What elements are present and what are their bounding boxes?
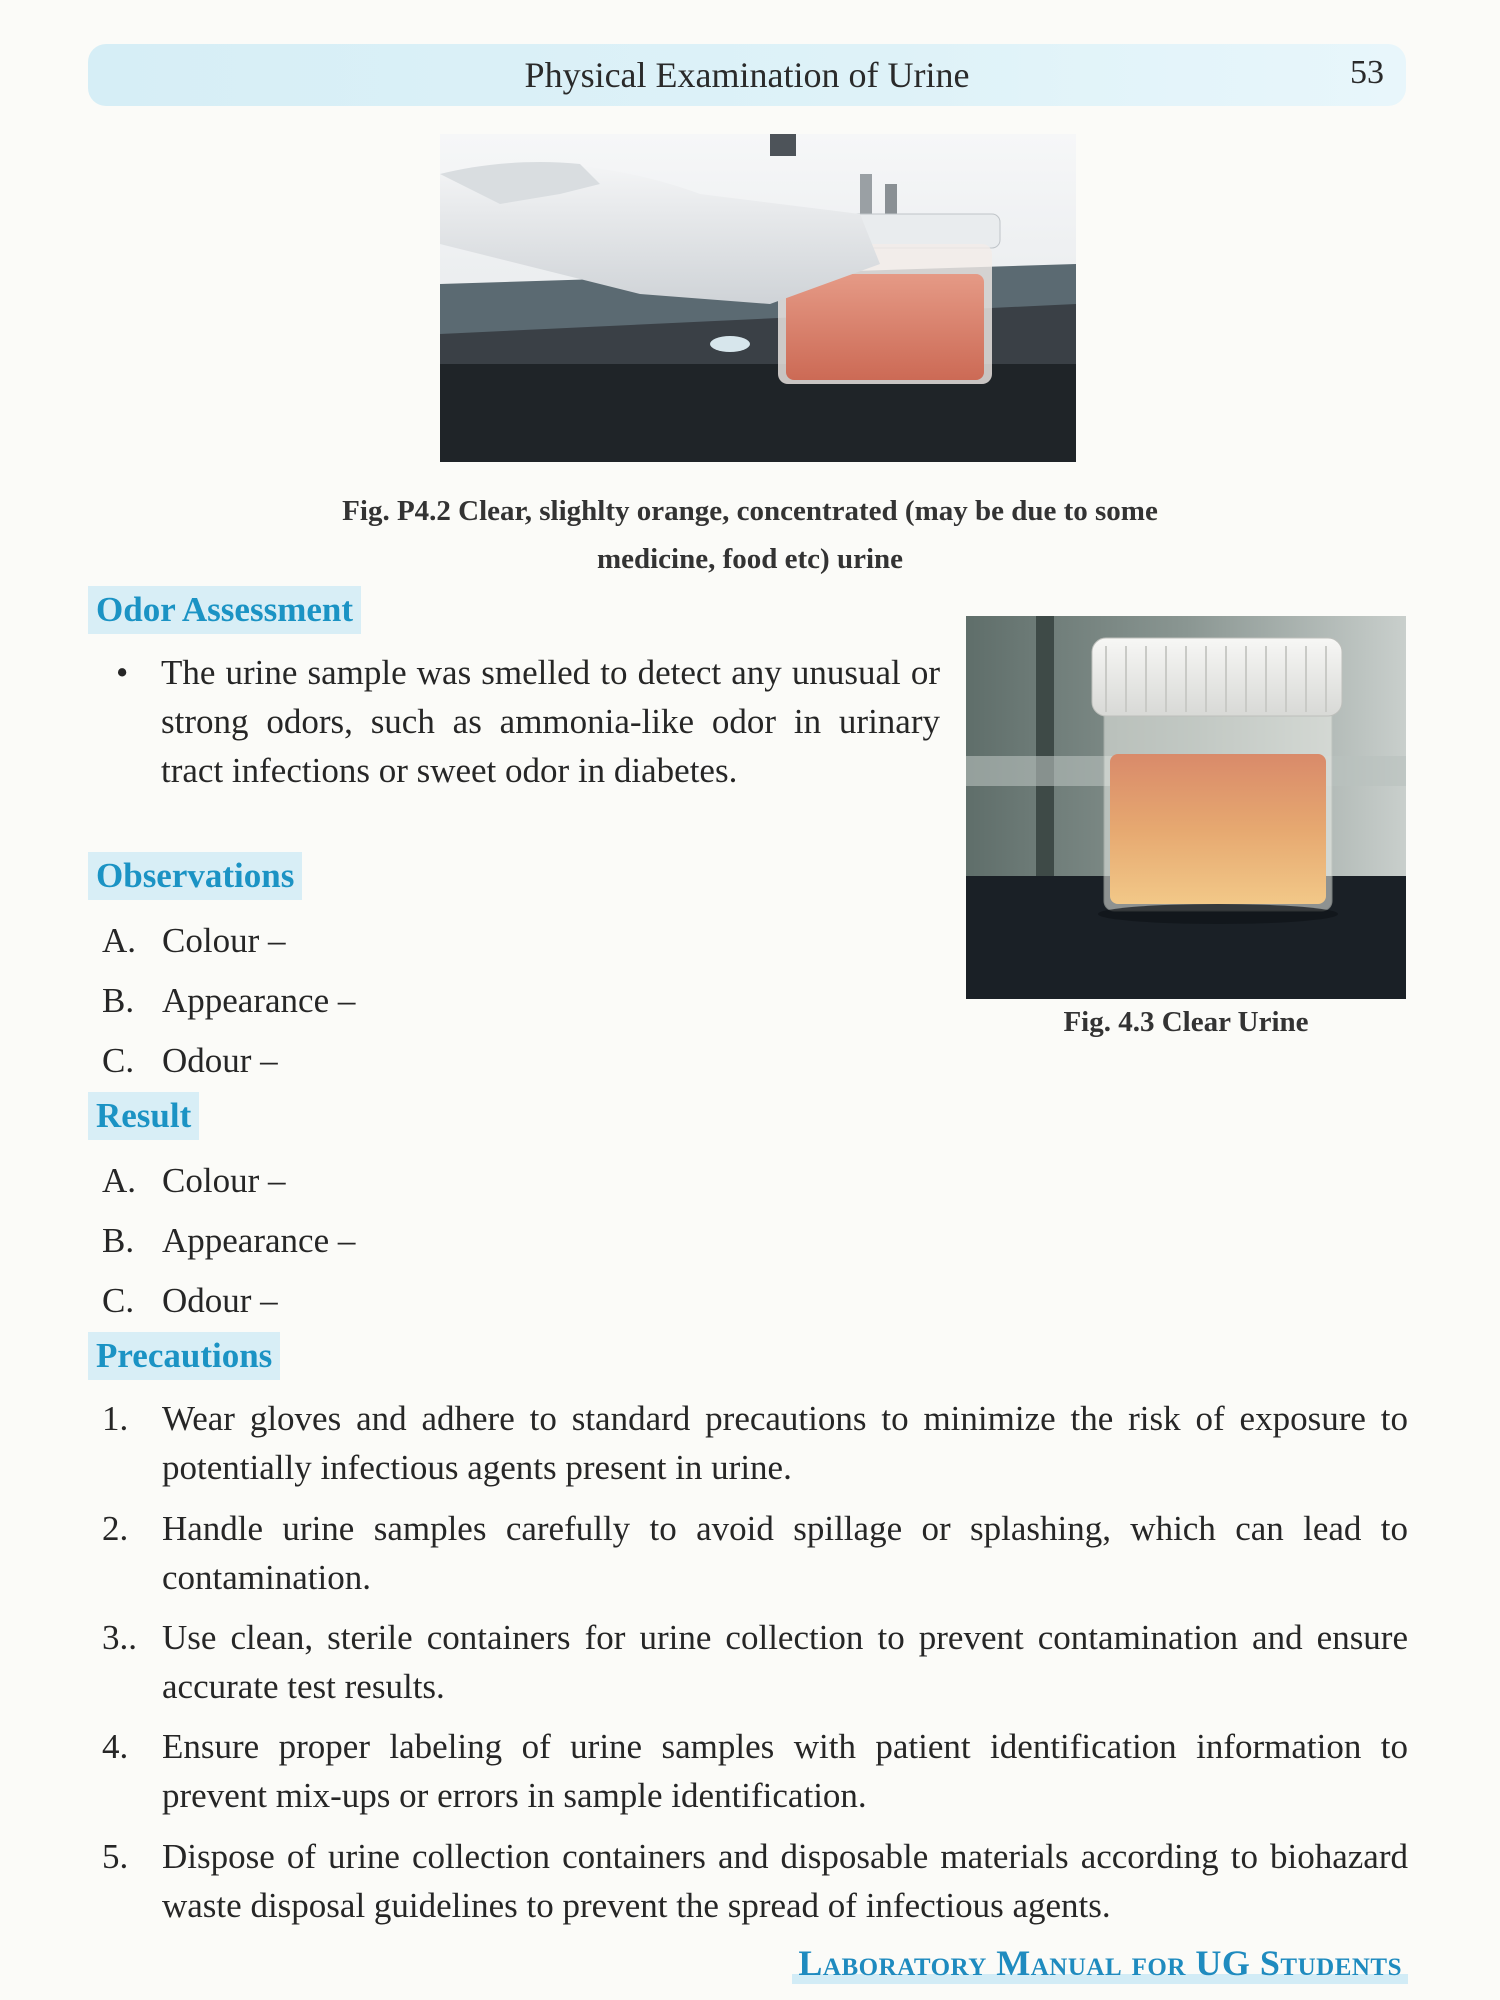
figure-caption-p4-2 xyxy=(200,487,1300,583)
precaution-item xyxy=(102,1832,1408,1930)
precaution-number: 3.. xyxy=(102,1618,137,1657)
bullet-icon: • xyxy=(116,653,129,692)
heading-precautions: Precautions xyxy=(88,1332,280,1380)
precaution-number: 2. xyxy=(102,1509,129,1548)
odor-bullet xyxy=(116,648,940,795)
page-title: Physical Examination of Urine xyxy=(524,55,970,95)
precaution-text: Ensure proper labeling of urine samples with patient identification information to prevent mix-ups or errors in sample identification. xyxy=(162,1727,1408,1815)
observation-label: C. xyxy=(102,1041,135,1080)
result-item xyxy=(102,1216,355,1265)
precaution-text: Dispose of urine collection containers and disposable materials according to biohazard waste disposal guidelines to prevent the spread of infectious agents. xyxy=(162,1837,1408,1925)
page-number: 53 xyxy=(1350,54,1384,91)
result-text: Odour – xyxy=(162,1281,278,1320)
heading-observations: Observations xyxy=(88,852,302,900)
observation-text: Colour – xyxy=(162,921,286,960)
urine-container-photo-illustration xyxy=(440,134,1076,462)
precaution-item xyxy=(102,1613,1408,1711)
precaution-number: 1. xyxy=(102,1399,129,1438)
heading-odor-assessment: Odor Assessment xyxy=(88,586,361,634)
result-text: Appearance – xyxy=(162,1221,356,1260)
figure-caption-line2: medicine, food etc) urine xyxy=(596,543,904,575)
heading-result: Result xyxy=(88,1092,199,1140)
figure-gloved-hand-urine-container xyxy=(440,134,1076,462)
footer-book-title: Laboratory Manual for UG Students xyxy=(792,1942,1408,1984)
observation-item xyxy=(102,916,285,965)
result-text: Colour – xyxy=(162,1161,286,1200)
figure-caption-line1: Fig. P4.2 Clear, slighlty orange, concentrated (may be due to some xyxy=(342,495,1158,527)
precaution-text: Wear gloves and adhere to standard precautions to minimize the risk of exposure to potentially infectious agents present in urine. xyxy=(162,1399,1408,1487)
observation-text: Odour – xyxy=(162,1041,278,1080)
precaution-item xyxy=(102,1722,1408,1820)
precaution-text: Handle urine samples carefully to avoid spillage or splashing, which can lead to contamination. xyxy=(162,1509,1408,1597)
observation-label: B. xyxy=(102,981,135,1020)
result-label: B. xyxy=(102,1221,135,1260)
precaution-text: Use clean, sterile containers for urine collection to prevent contamination and ensure accurate test results. xyxy=(162,1618,1408,1706)
page-header xyxy=(88,44,1406,106)
observation-text: Appearance – xyxy=(162,981,356,1020)
precaution-number: 4. xyxy=(102,1727,129,1766)
observation-item xyxy=(102,1036,278,1085)
result-label: C. xyxy=(102,1281,135,1320)
odor-bullet-text: The urine sample was smelled to detect any unusual or strong odors, such as ammonia-like odor in urinary tract infections or sweet odor in diabetes. xyxy=(161,653,940,790)
result-label: A. xyxy=(102,1161,137,1200)
precaution-item xyxy=(102,1504,1408,1602)
precaution-number: 5. xyxy=(102,1837,129,1876)
result-item xyxy=(102,1276,278,1325)
figure-clear-urine-container xyxy=(966,616,1406,999)
figure-caption-4-3: Fig. 4.3 Clear Urine xyxy=(1063,1006,1309,1038)
observation-item xyxy=(102,976,355,1025)
observation-label: A. xyxy=(102,921,137,960)
result-item xyxy=(102,1156,285,1205)
precaution-item xyxy=(102,1394,1408,1492)
clear-urine-photo-illustration xyxy=(966,616,1406,999)
